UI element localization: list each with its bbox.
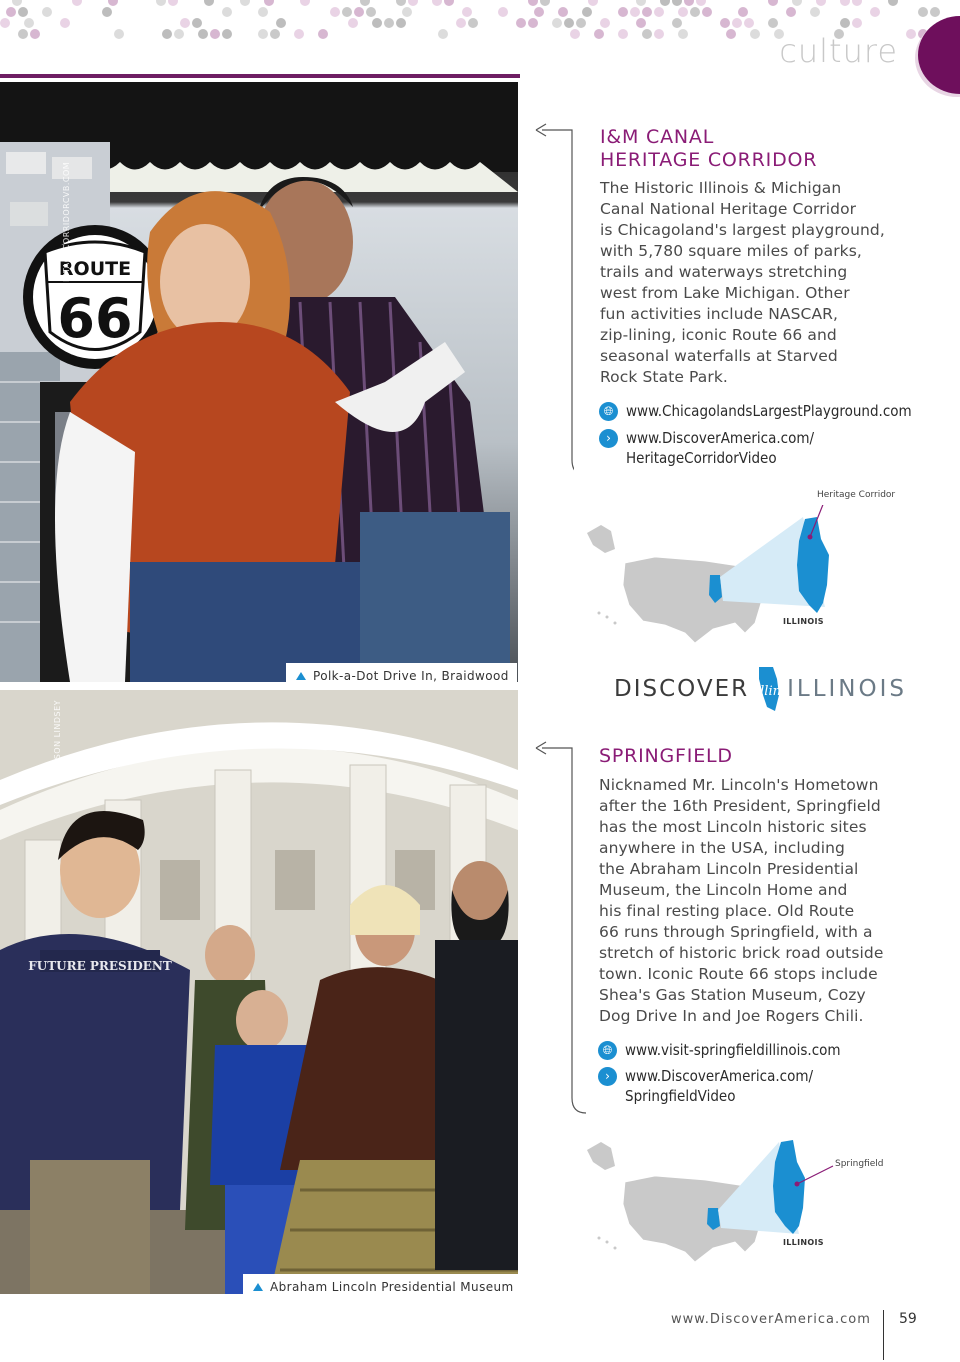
decorative-dot <box>456 18 466 28</box>
decorative-dot <box>222 7 232 17</box>
decorative-dot <box>198 29 208 39</box>
decorative-dot <box>102 7 112 17</box>
decorative-dot <box>678 29 688 39</box>
decorative-dot <box>60 18 70 28</box>
decorative-dot <box>330 7 340 17</box>
decorative-dot <box>528 18 538 28</box>
decorative-dot <box>192 18 202 28</box>
decorative-dot <box>180 18 190 28</box>
decorative-dot <box>372 18 382 28</box>
photo-polk-a-dot-drive-in <box>0 82 518 682</box>
decorative-dot <box>738 7 748 17</box>
decorative-dot <box>726 29 736 39</box>
decorative-dot <box>558 7 568 17</box>
globe-icon: 🌐︎ <box>598 1041 617 1060</box>
decorative-dot <box>564 18 574 28</box>
decorative-dot <box>768 0 778 6</box>
decorative-dot <box>636 0 646 6</box>
decorative-dot <box>732 18 742 28</box>
decorative-dot <box>672 18 682 28</box>
video-link[interactable]: › www.DiscoverAmerica.com/ SpringfieldVideo <box>598 1066 813 1106</box>
decorative-dot <box>702 7 712 17</box>
sweatshirt-text: FUTURE PRESIDENT <box>28 959 172 973</box>
decorative-dot <box>678 7 688 17</box>
decorative-dot <box>342 7 352 17</box>
decorative-dot <box>174 29 184 39</box>
decorative-dot <box>276 18 286 28</box>
illinois-map-springfield <box>585 1138 885 1268</box>
decorative-dot <box>630 7 640 17</box>
decorative-dot <box>582 7 592 17</box>
decorative-dot <box>396 0 406 6</box>
decorative-dot <box>720 18 730 28</box>
decorative-dot <box>162 29 172 39</box>
globe-icon: 🌐︎ <box>599 402 618 421</box>
decorative-dot <box>462 7 472 17</box>
decorative-dot <box>792 0 802 6</box>
decorative-dot <box>654 7 664 17</box>
decorative-dot <box>354 7 364 17</box>
route-sign-word: ROUTE <box>58 258 132 280</box>
map-state-label: ILLINOIS <box>783 617 824 626</box>
decorative-dot <box>810 7 820 17</box>
article-bracket <box>534 120 574 480</box>
video-link[interactable]: › www.DiscoverAmerica.com/ HeritageCorridorVideo <box>599 428 814 468</box>
decorative-dot <box>258 29 268 39</box>
decorative-dot <box>690 7 700 17</box>
decorative-dot <box>588 0 598 6</box>
route-sign-number: 66 <box>57 287 133 350</box>
decorative-dot <box>684 0 694 6</box>
decorative-dot <box>906 29 916 39</box>
page-number: 59 <box>899 1311 917 1327</box>
decorative-dot <box>888 0 898 6</box>
section-label: culture <box>779 32 898 70</box>
decorative-dot <box>528 0 538 6</box>
decorative-dot <box>672 0 682 6</box>
map-callout-label: Springfield <box>835 1159 884 1169</box>
decorative-dot <box>432 0 442 6</box>
decorative-dot <box>360 0 370 6</box>
decorative-dot <box>642 7 652 17</box>
decorative-dot <box>114 29 124 39</box>
caption-triangle-icon <box>296 672 306 680</box>
decorative-dot <box>744 18 754 28</box>
article-bracket <box>534 738 594 1118</box>
decorative-dot <box>18 29 28 39</box>
decorative-dot <box>0 18 10 28</box>
article-heading: I&M CANAL HERITAGE CORRIDOR <box>600 126 818 171</box>
decorative-dot <box>318 29 328 39</box>
decorative-dot <box>816 0 826 6</box>
decorative-dot <box>636 18 646 28</box>
discover-illinois-logo <box>614 664 907 714</box>
photo-credit: HERITAGECORRIDORCVB.COM <box>62 161 71 294</box>
decorative-dot <box>852 18 862 28</box>
decorative-dot <box>600 18 610 28</box>
decorative-dot <box>210 29 220 39</box>
photo-lincoln-museum <box>0 690 518 1294</box>
decorative-dot <box>12 0 22 6</box>
decorative-dot <box>930 7 940 17</box>
decorative-dot <box>540 0 550 6</box>
illinois-logo-mark <box>753 665 783 713</box>
decorative-dot <box>552 18 562 28</box>
photo-caption: Abraham Lincoln Presidential Museum <box>243 1274 522 1299</box>
decorative-dot <box>402 7 412 17</box>
decorative-dot <box>264 0 274 6</box>
website-link[interactable]: 🌐︎ www.ChicagolandsLargestPlayground.com <box>599 401 912 421</box>
logo-script-text: Illin <box>755 684 782 699</box>
article-heading: SPRINGFIELD <box>599 745 733 767</box>
footer-url[interactable]: www.DiscoverAmerica.com <box>671 1312 871 1327</box>
decorative-dot <box>468 18 478 28</box>
map-state-label: ILLINOIS <box>783 1238 824 1247</box>
illinois-map-heritage <box>585 505 885 645</box>
map-callout-label: Heritage Corridor <box>817 490 896 500</box>
decorative-dot <box>696 0 706 6</box>
decorative-dot <box>366 7 376 17</box>
article-body: Nicknamed Mr. Lincoln's Hometown after the 16th President, Springfield has the most Lincoln historic sites anywhere in the USA, including the Abraham Lincoln Presidential Museum, the Lincoln Home and his final resting place. Old Route 66 runs through Springfield, with a stretch of historic brick road outside town. Iconic Route 66 stops include Shea's Gas Station Museum, Cozy Dog Drive In and Joe Rogers Chili. <box>599 776 884 1025</box>
decorative-dot <box>750 29 760 39</box>
decorative-dot <box>156 0 166 6</box>
decorative-dot <box>570 29 580 39</box>
top-divider <box>0 74 520 78</box>
decorative-dot <box>438 29 448 39</box>
decorative-dot <box>384 18 394 28</box>
decorative-dot <box>642 29 652 39</box>
decorative-dot <box>396 18 406 28</box>
decorative-dot <box>108 0 118 6</box>
photo-credit: JASON LINDSEY <box>53 699 62 768</box>
decorative-dot <box>852 0 862 6</box>
decorative-dot <box>618 29 628 39</box>
decorative-dot <box>72 0 82 6</box>
decorative-dot <box>768 18 778 28</box>
decorative-dot <box>660 0 670 6</box>
decorative-dot <box>300 0 310 6</box>
decorative-dot <box>576 18 586 28</box>
decorative-dot <box>168 0 178 6</box>
photo-caption: Polk-a-Dot Drive In, Braidwood <box>286 663 517 688</box>
decorative-dot <box>516 18 526 28</box>
play-icon: › <box>599 429 618 448</box>
play-icon: › <box>598 1067 617 1086</box>
decorative-dot <box>348 18 358 28</box>
decorative-dot <box>444 0 454 6</box>
logo-word-illinois: ILLINOIS <box>787 676 907 702</box>
logo-word-discover: DISCOVER <box>614 676 750 702</box>
decorative-dot <box>6 7 16 17</box>
decorative-dot <box>30 29 40 39</box>
decorative-dot <box>222 29 232 39</box>
decorative-dot <box>786 7 796 17</box>
decorative-dot <box>270 29 280 39</box>
decorative-dot <box>42 7 52 17</box>
decorative-dot <box>408 0 418 6</box>
caption-triangle-icon <box>253 1283 263 1291</box>
decorative-dot <box>654 29 664 39</box>
decorative-dot <box>18 7 28 17</box>
article-body: The Historic Illinois & Michigan Canal National Heritage Corridor is Chicagoland's largest playground, with 5,780 square miles of parks, trails and waterways stretching west from Lake Michigan. Other fun activities include NASCAR, zip-lining, iconic Route 66 and seasonal waterfalls at Starved Rock State Park. <box>600 179 885 386</box>
footer-divider <box>883 1310 884 1360</box>
decorative-dot <box>498 7 508 17</box>
decorative-dot <box>840 18 850 28</box>
decorative-dot <box>840 0 850 6</box>
decorative-dot <box>918 7 928 17</box>
decorative-dot <box>258 7 268 17</box>
decorative-dot <box>204 0 214 6</box>
decorative-dot <box>594 29 604 39</box>
decorative-dot <box>294 29 304 39</box>
decorative-dot <box>870 7 880 17</box>
decorative-dot <box>24 18 34 28</box>
decorative-dot <box>240 0 250 6</box>
decorative-dot <box>534 7 544 17</box>
decorative-dot <box>618 7 628 17</box>
website-link[interactable]: 🌐︎ www.visit-springfieldillinois.com <box>598 1040 841 1060</box>
